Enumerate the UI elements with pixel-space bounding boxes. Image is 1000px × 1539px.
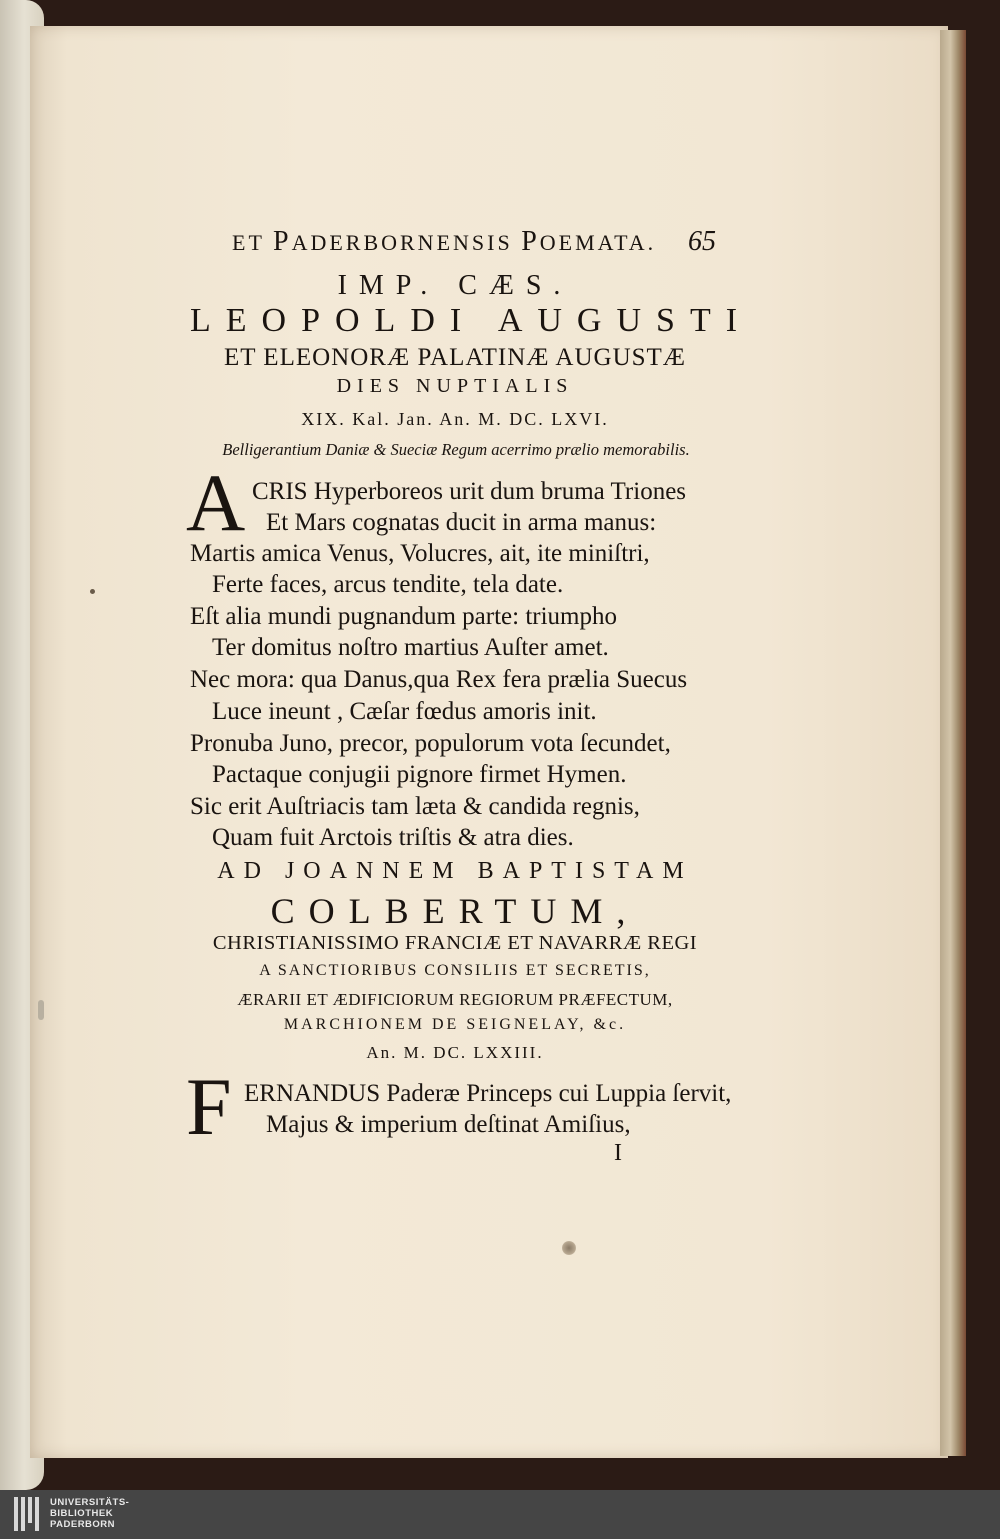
running-head-cap: P xyxy=(521,226,540,257)
binding-mark xyxy=(38,1000,44,1020)
verse-line: Quam fuit Arctois triſtis & atra dies. xyxy=(212,824,574,851)
poem2-date-line: An. M. DC. LXXIII. xyxy=(366,1043,544,1062)
poem2-title-line: MARCHIONEM DE SEIGNELAY, &c. xyxy=(283,1016,627,1033)
verse-line: Ter domitus noſtro martius Auſter amet. xyxy=(212,634,609,661)
poem1-date-line: XIX. Kal. Jan. An. M. DC. LXVI. xyxy=(301,409,609,429)
logo-line: PADERBORN xyxy=(50,1519,116,1530)
poem2-title-line: AD JOANNEM BAPTISTAM xyxy=(217,858,693,884)
poem2-title-line: ÆRARII ET ÆDIFICIORUM REGIORUM PRÆFECTUM, xyxy=(237,990,673,1009)
verse-line: Luce ineunt , Cæſar fœdus amoris init. xyxy=(212,698,597,725)
verse-line: Eſt alia mundi pugnandum parte: triumpho xyxy=(190,603,618,630)
running-head-word: OEMATA. xyxy=(539,230,657,255)
verse-line: Sic erit Auſtriacis tam læta & candida regnis, xyxy=(190,793,640,820)
poem2-title-line: A SANCTIORIBUS CONSILIIS ET SECRETIS, xyxy=(259,962,651,979)
verse-line: Martis amica Venus, Volucres, ait, ite miniſtri, xyxy=(190,540,650,567)
drop-cap: F xyxy=(186,1061,232,1152)
verse-line: Majus & imperium deſtinat Amiſius, xyxy=(266,1111,631,1138)
library-footer xyxy=(0,1490,1000,1539)
running-head xyxy=(232,226,656,258)
paper-stain xyxy=(562,1241,576,1255)
verse-line: ERNANDUS Paderæ Princeps cui Luppia ſervit, xyxy=(244,1080,732,1107)
catchword: I xyxy=(614,1140,622,1166)
page-fore-edge xyxy=(940,30,966,1456)
library-logo-icon xyxy=(14,1497,44,1531)
poem2-title-line: COLBERTUM, xyxy=(270,891,640,931)
verse-line: Et Mars cognatas ducit in arma manus: xyxy=(266,509,657,536)
drop-cap: A xyxy=(186,457,246,548)
verse-line: Pactaque conjugii pignore firmet Hymen. xyxy=(212,761,627,788)
logo-line: BIBLIOTHEK xyxy=(50,1508,114,1519)
running-head-prefix: ET xyxy=(232,230,273,255)
running-head-cap: P xyxy=(272,226,292,257)
verse-line: CRIS Hyperboreos urit dum bruma Triones xyxy=(252,478,687,505)
ink-speck xyxy=(90,589,95,594)
poem1-title-line: ET ELEONORÆ PALATINÆ AUGUSTÆ xyxy=(223,344,687,371)
page-number: 65 xyxy=(688,226,716,257)
poem1-title-line: DIES NUPTIALIS xyxy=(336,375,574,397)
poem1-title-line: LEOPOLDI AUGUSTI xyxy=(190,302,753,339)
verse-line: Pronuba Juno, precor, populorum vota ſecundet, xyxy=(190,730,671,757)
logo-line: UNIVERSITÄTS- xyxy=(50,1497,130,1508)
poem1-subtitle: Belligerantium Daniæ & Sueciæ Regum acerrimo prælio memorabilis. xyxy=(222,440,690,459)
verse-line: Ferte faces, arcus tendite, tela date. xyxy=(212,571,564,598)
library-logo-text xyxy=(50,1497,129,1530)
verse-line: Nec mora: qua Danus,qua Rex fera prælia Suecus xyxy=(190,666,688,693)
poem1-title-line: IMP. CÆS. xyxy=(337,270,573,301)
running-head-word: ADERBORNENSIS xyxy=(291,230,522,255)
poem2-title-line: CHRISTIANISSIMO FRANCIÆ ET NAVARRÆ REGI xyxy=(212,932,698,954)
